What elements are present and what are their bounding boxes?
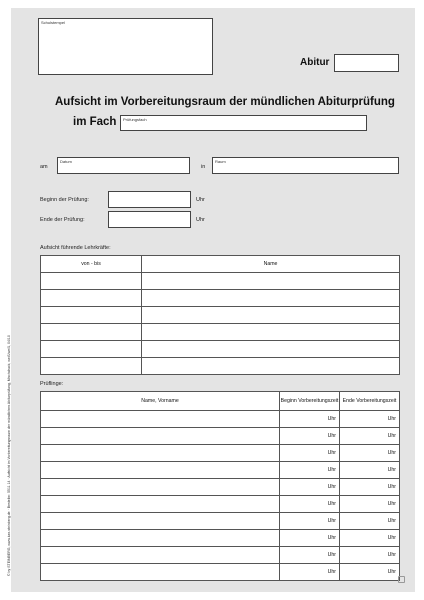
- cell-von-bis[interactable]: [41, 273, 142, 290]
- table-row: [41, 496, 400, 513]
- table-row: [41, 547, 400, 564]
- cell-beginn[interactable]: Uhr: [280, 445, 340, 462]
- date-field[interactable]: [57, 157, 190, 174]
- cell-ende[interactable]: Uhr: [340, 462, 400, 479]
- table-row: [41, 462, 400, 479]
- cell-beginn[interactable]: Uhr: [280, 530, 340, 547]
- cell-name-vorname[interactable]: [41, 479, 280, 496]
- cell-name[interactable]: [142, 324, 400, 341]
- cell-name[interactable]: [142, 290, 400, 307]
- subject-field-label: Prüfungsfach: [123, 117, 147, 122]
- corner-mark: [398, 576, 405, 583]
- table-row: [41, 273, 400, 290]
- teachers-heading: Aufsicht führende Lehrkräfte:: [40, 245, 111, 251]
- subject-prefix: im Fach: [73, 116, 117, 128]
- cell-ende[interactable]: Uhr: [340, 428, 400, 445]
- abitur-label: Abitur: [300, 57, 330, 68]
- exam-start-field[interactable]: [108, 191, 191, 208]
- col-header-beginn: Beginn Vorbereitungszeit: [280, 392, 340, 411]
- cell-beginn[interactable]: Uhr: [280, 479, 340, 496]
- table-row: [41, 445, 400, 462]
- cell-name[interactable]: [142, 341, 400, 358]
- cell-beginn[interactable]: Uhr: [280, 411, 340, 428]
- cell-ende[interactable]: Uhr: [340, 547, 400, 564]
- candidates-header-row: [41, 392, 400, 411]
- date-prefix: am: [40, 164, 48, 170]
- date-field-label: Datum: [60, 159, 72, 164]
- exam-start-label: Beginn der Prüfung:: [40, 197, 89, 203]
- cell-ende[interactable]: Uhr: [340, 479, 400, 496]
- form-title: Aufsicht im Vorbereitungsraum der mündlichen Abiturprüfung: [55, 96, 395, 108]
- table-row: [41, 411, 400, 428]
- teachers-header-row: [41, 256, 400, 273]
- cell-name-vorname[interactable]: [41, 445, 280, 462]
- cell-name-vorname[interactable]: [41, 564, 280, 581]
- cell-ende[interactable]: Uhr: [340, 564, 400, 581]
- cell-beginn[interactable]: Uhr: [280, 496, 340, 513]
- cell-name-vorname[interactable]: [41, 530, 280, 547]
- exam-end-unit: Uhr: [196, 217, 205, 223]
- side-imprint-text: © by STEINBERG, www.kzn-steinberg.de · Bestellnr. 5511 14 · Aufsicht im Vorbereitungsraum der mündlichen Abiturprüfung, Mischdruck, weiß/weiß, 04/10: [7, 335, 11, 576]
- table-row: [41, 513, 400, 530]
- school-stamp-label: Schulstempel: [41, 20, 66, 25]
- table-row: [41, 564, 400, 581]
- cell-von-bis[interactable]: [41, 358, 142, 375]
- side-imprint: [5, 335, 13, 580]
- cell-ende[interactable]: Uhr: [340, 445, 400, 462]
- cell-ende[interactable]: Uhr: [340, 513, 400, 530]
- candidates-table: [40, 391, 400, 581]
- candidates-heading: Prüflinge:: [40, 381, 64, 387]
- cell-name[interactable]: [142, 358, 400, 375]
- exam-end-field[interactable]: [108, 211, 191, 228]
- school-stamp-box[interactable]: [38, 18, 213, 75]
- cell-von-bis[interactable]: [41, 307, 142, 324]
- room-prefix: in: [201, 164, 206, 170]
- cell-beginn[interactable]: Uhr: [280, 462, 340, 479]
- table-row: [41, 307, 400, 324]
- exam-end-label: Ende der Prüfung:: [40, 217, 85, 223]
- teachers-table: [40, 255, 400, 375]
- cell-ende[interactable]: Uhr: [340, 496, 400, 513]
- cell-name-vorname[interactable]: [41, 513, 280, 530]
- col-header-name-vorname: Name, Vorname: [41, 392, 280, 411]
- cell-beginn[interactable]: Uhr: [280, 547, 340, 564]
- cell-name-vorname[interactable]: [41, 547, 280, 564]
- table-row: [41, 358, 400, 375]
- col-header-ende: Ende Vorbereitungszeit: [340, 392, 400, 411]
- cell-beginn[interactable]: Uhr: [280, 513, 340, 530]
- room-field[interactable]: [212, 157, 399, 174]
- table-row: [41, 428, 400, 445]
- cell-beginn[interactable]: Uhr: [280, 564, 340, 581]
- col-header-name: Name: [142, 256, 400, 273]
- abitur-field[interactable]: [334, 54, 399, 72]
- cell-beginn[interactable]: Uhr: [280, 428, 340, 445]
- table-row: [41, 479, 400, 496]
- cell-name-vorname[interactable]: [41, 411, 280, 428]
- cell-name-vorname[interactable]: [41, 428, 280, 445]
- exam-start-unit: Uhr: [196, 197, 205, 203]
- cell-name[interactable]: [142, 307, 400, 324]
- cell-von-bis[interactable]: [41, 341, 142, 358]
- cell-von-bis[interactable]: [41, 290, 142, 307]
- room-field-label: Raum: [215, 159, 226, 164]
- cell-name-vorname[interactable]: [41, 496, 280, 513]
- cell-ende[interactable]: Uhr: [340, 411, 400, 428]
- cell-von-bis[interactable]: [41, 324, 142, 341]
- table-row: [41, 530, 400, 547]
- subject-field[interactable]: [120, 115, 367, 131]
- table-row: [41, 341, 400, 358]
- cell-name-vorname[interactable]: [41, 462, 280, 479]
- table-row: [41, 290, 400, 307]
- cell-name[interactable]: [142, 273, 400, 290]
- col-header-von-bis: von - bis: [41, 256, 142, 273]
- table-row: [41, 324, 400, 341]
- cell-ende[interactable]: Uhr: [340, 530, 400, 547]
